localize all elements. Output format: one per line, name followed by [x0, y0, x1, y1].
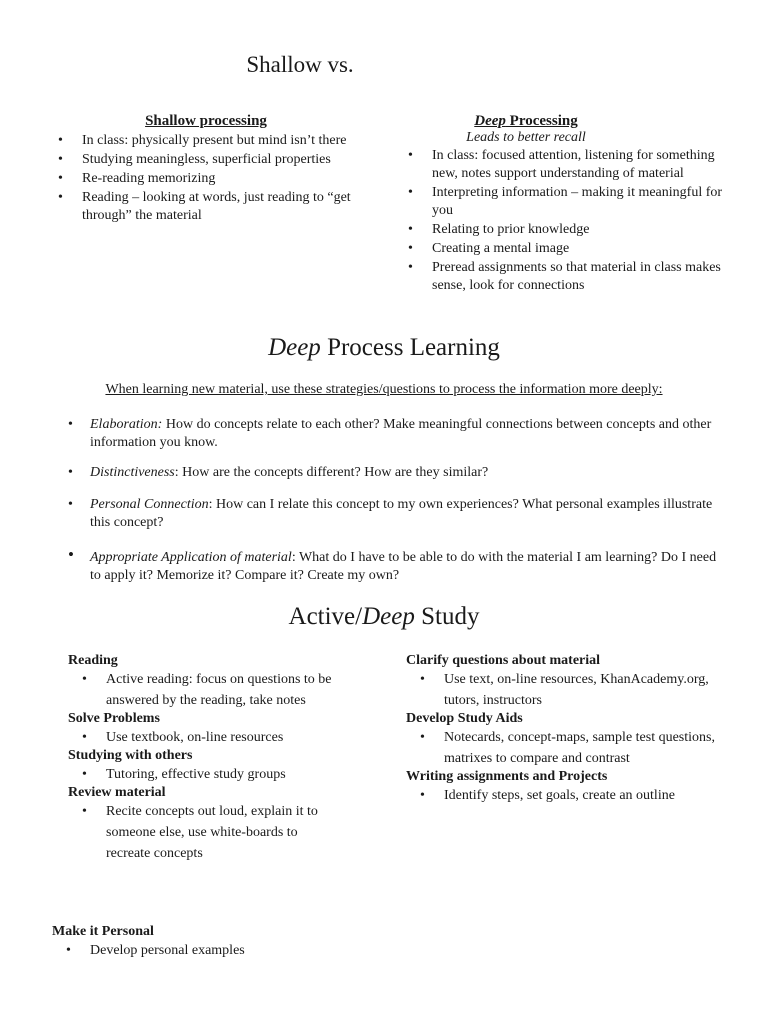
- deep-heading-rest: Processing: [505, 113, 578, 129]
- list-item: • Notecards, concept-maps, sample test questions, matrixes to compare and contrast: [406, 727, 726, 769]
- active-title-a: Active/: [288, 603, 363, 630]
- deep-heading: [326, 113, 726, 130]
- list-item: • Use text, on-line resources, KhanAcademy.org, tutors, instructors: [406, 669, 726, 711]
- study-heading: Make it Personal: [52, 924, 154, 939]
- active-title-italic: Deep: [362, 603, 415, 630]
- strategy-text: How do concepts relate to each other? Make meaningful connections between concepts and other information you know.: [90, 417, 712, 450]
- dpl-title: [0, 334, 768, 362]
- strategy-term: Distinctiveness: [90, 465, 175, 480]
- strategy-item: [68, 545, 720, 585]
- list-item: • Tutoring, effective study groups: [68, 764, 368, 785]
- list-item: • Studying meaningless, superficial properties: [56, 151, 356, 169]
- list-item: • Recite concepts out loud, explain it to someone else, use white-boards to recreate concepts: [68, 801, 338, 864]
- study-list: [68, 669, 368, 711]
- study-heading: Reading: [68, 653, 118, 668]
- list-item: • Re-reading memorizing: [56, 170, 356, 188]
- study-list: [406, 669, 726, 711]
- study-list: [52, 940, 452, 961]
- list-item: • In class: focused attention, listening for something new, notes support understanding of material: [406, 147, 726, 183]
- list-item: • Use textbook, on-line resources: [68, 727, 368, 748]
- bullet: •: [68, 497, 73, 512]
- deep-heading-italic: Deep: [474, 113, 506, 129]
- study-heading: Solve Problems: [68, 711, 160, 726]
- list-item: • Preread assignments so that material in class makes sense, look for connections: [406, 259, 726, 295]
- study-left-column: [68, 653, 368, 864]
- shallow-heading: Shallow processing: [145, 113, 267, 129]
- shallow-column: [56, 113, 356, 226]
- strategy-item: [68, 464, 720, 482]
- study-list: [68, 801, 338, 864]
- strategy-term: Personal Connection: [90, 497, 209, 512]
- strategy-item: [68, 416, 720, 452]
- study-heading: Develop Study Aids: [406, 711, 523, 726]
- dpl-intro: When learning new material, use these strategies/questions to process the information more deeply:: [105, 382, 663, 397]
- study-list: [406, 785, 726, 806]
- study-list: [68, 727, 368, 748]
- study-heading: Writing assignments and Projects: [406, 769, 608, 784]
- list-item: • Interpreting information – making it meaningful for you: [406, 184, 726, 220]
- dpl-title-rest: Process Learning: [320, 334, 500, 361]
- study-heading: Clarify questions about material: [406, 653, 601, 668]
- bullet: •: [68, 417, 73, 432]
- strategy-item: [68, 496, 720, 532]
- personal-section: [52, 924, 452, 961]
- list-item: • Creating a mental image: [406, 240, 726, 258]
- list-item: • Active reading: focus on questions to be answered by the reading, take notes: [68, 669, 368, 711]
- list-item: • In class: physically present but mind isn’t there: [56, 132, 356, 150]
- study-list: [68, 764, 368, 785]
- page-title: Shallow vs.: [246, 52, 354, 77]
- bullet: •: [68, 545, 74, 564]
- active-title: [0, 603, 768, 631]
- deep-subtitle: Leads to better recall: [466, 130, 586, 145]
- strategy-text: : How are the concepts different? How are they similar?: [174, 465, 489, 480]
- study-list: [406, 727, 726, 769]
- study-right-column: [406, 653, 726, 806]
- list-item: • Develop personal examples: [52, 940, 452, 961]
- bullet: •: [68, 465, 73, 480]
- deep-column: [406, 113, 726, 296]
- list-item: • Identify steps, set goals, create an outline: [406, 785, 726, 806]
- study-heading: Review material: [68, 785, 166, 800]
- dpl-title-italic: Deep: [268, 334, 321, 361]
- active-title-rest: Study: [414, 603, 480, 630]
- strategy-text: : How can I relate this concept to my own experiences? What personal examples illustrate this concept?: [90, 497, 713, 530]
- strategy-term: Elaboration:: [90, 417, 163, 432]
- shallow-list: [56, 132, 356, 225]
- strategy-text: : What do I have to be able to do with the material I am learning? Do I need to apply it? Memorize it? Compare it? Create my own?: [90, 550, 717, 583]
- list-item: • Reading – looking at words, just reading to “get through” the material: [56, 189, 356, 225]
- list-item: • Relating to prior knowledge: [406, 221, 726, 239]
- strategy-term: Appropriate Application of material: [90, 550, 292, 565]
- deep-list: [406, 147, 726, 295]
- study-heading: Studying with others: [68, 748, 193, 763]
